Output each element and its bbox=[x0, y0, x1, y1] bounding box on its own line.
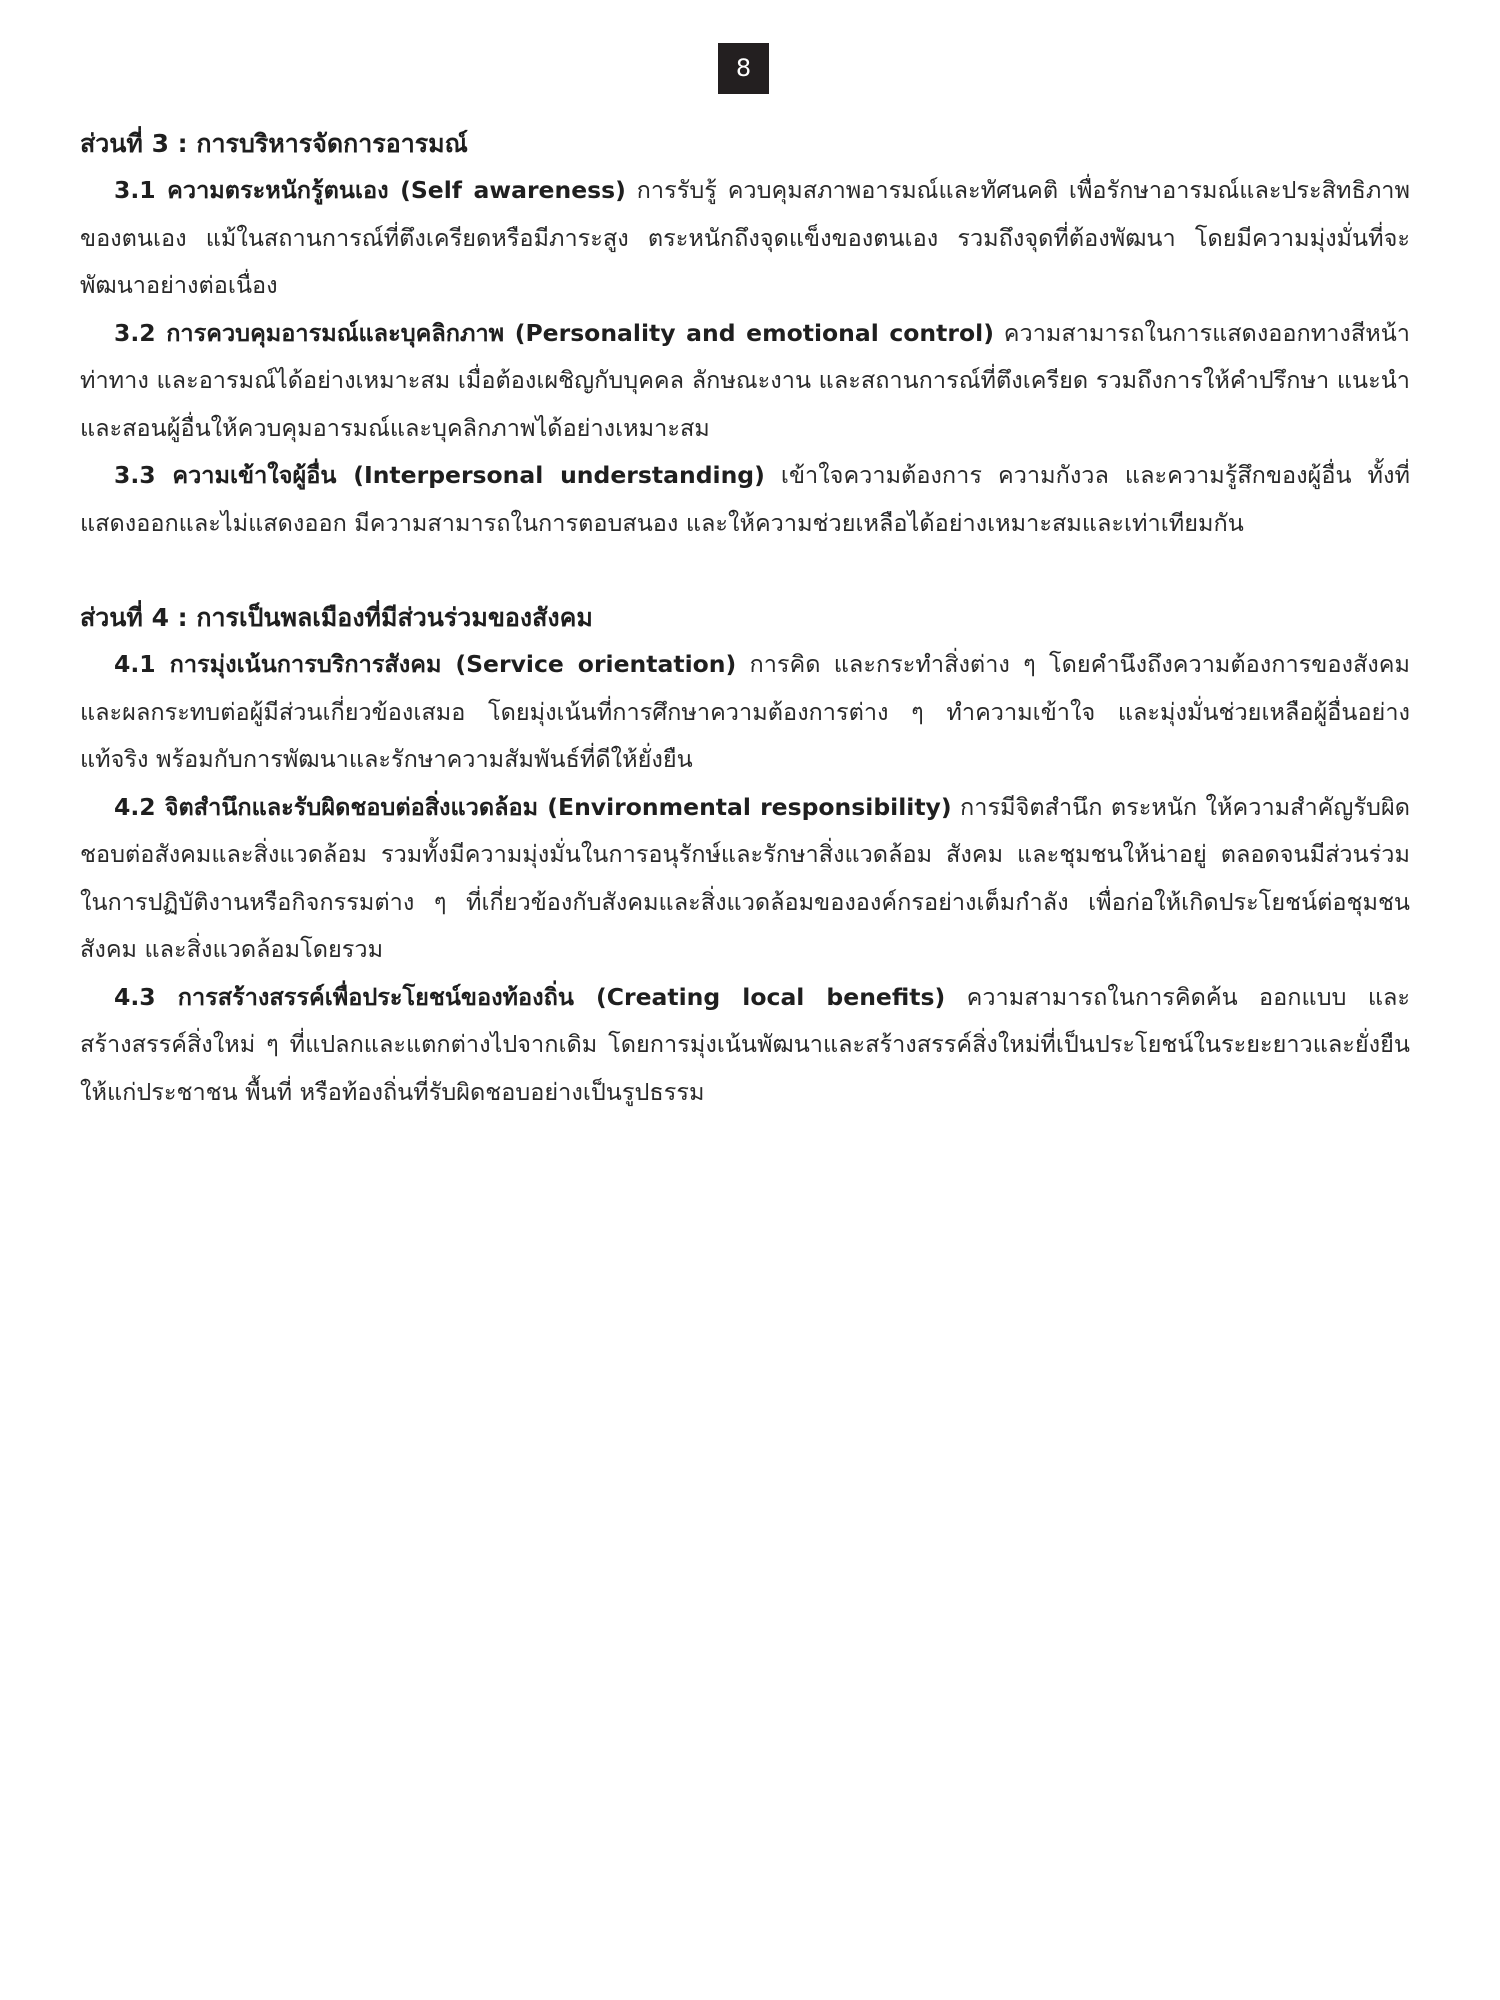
item-3-3 bbox=[80, 452, 1410, 547]
item-3-2 bbox=[80, 310, 1410, 453]
item-4-3-title: 4.3 การสร้างสรรค์เพื่อประโยชน์ของท้องถิ่น (Creating local benefits) bbox=[114, 982, 946, 1011]
section-4-heading: ส่วนที่ 4 : การเป็นพลเมืองที่มีส่วนร่วมของสังคม bbox=[80, 603, 593, 632]
item-4-1 bbox=[80, 641, 1410, 784]
document-body bbox=[80, 120, 1410, 1116]
section-3-heading: ส่วนที่ 3 : การบริหารจัดการอารมณ์ bbox=[80, 129, 468, 158]
item-3-3-title: 3.3 ความเข้าใจผู้อื่น (Interpersonal understanding) bbox=[114, 461, 765, 489]
item-4-2 bbox=[80, 784, 1410, 974]
page-number: 8 bbox=[718, 43, 769, 94]
item-4-1-text: การคิด และกระทำสิ่งต่าง ๆ โดยคำนึงถึงความต้องการของสังคมและผลกระทบต่อผู้มีส่วนเกี่ยวข้องเสมอ โดยมุ่งเน้นที่การศึกษาความต้องการต่าง ๆ ทำความเข้าใจ และมุ่งมั่นช่วยเหลือผู้อื่นอย่างแท้จริง พร้อมกับการพัฒนาและรักษาความสัมพันธ์ที่ดีให้ยั่งยืน bbox=[80, 650, 1410, 773]
item-3-1-title: 3.1 ความตระหนักรู้ตนเอง (Self awareness) bbox=[114, 176, 626, 204]
item-4-3-text: ความสามารถในการคิดค้น ออกแบบ และสร้างสรรค์สิ่งใหม่ ๆ ที่แปลกและแตกต่างไปจากเดิม โดยการมุ่งเน้นพัฒนาและสร้างสรรค์สิ่งใหม่ที่เป็นประโยชน์ในระยะยาวและยั่งยืนให้แก่ประชาชน พื้นที่ หรือท้องถิ่นที่รับผิดชอบอย่างเป็นรูปธรรม bbox=[80, 982, 1411, 1106]
item-3-3-text: เข้าใจความต้องการ ความกังวล และความรู้สึกของผู้อื่น ทั้งที่แสดงออกและไม่แสดงออก มีความสามารถในการตอบสนอง และให้ความช่วยเหลือได้อย่างเหมาะสมและเท่าเทียมกัน bbox=[80, 461, 1411, 537]
item-4-2-text: การมีจิตสำนึก ตระหนัก ให้ความสำคัญรับผิดชอบต่อสังคมและสิ่งแวดล้อม รวมทั้งมีความมุ่งมั่นในการอนุรักษ์และรักษาสิ่งแวดล้อม สังคม และชุมชนให้น่าอยู่ ตลอดจนมีส่วนร่วมในการปฏิบัติงานหรือกิจกรรมต่าง ๆ ที่เกี่ยวข้องกับสังคมและสิ่งแวดล้อมขององค์กรอย่างเต็มกำลัง เพื่อก่อให้เกิดประโยชน์ต่อชุมชน สังคม และสิ่งแวดล้อมโดยรวม bbox=[80, 792, 1410, 963]
section-spacer bbox=[80, 547, 1410, 594]
item-4-3 bbox=[80, 974, 1410, 1117]
item-4-2-title: 4.2 จิตสำนึกและรับผิดชอบต่อสิ่งแวดล้อม (Environmental responsibility) bbox=[114, 792, 952, 821]
item-3-2-text: ความสามารถในการแสดงออกทางสีหน้า ท่าทาง และอารมณ์ได้อย่างเหมาะสม เมื่อต้องเผชิญกับบุคคล ลักษณะงาน และสถานการณ์ที่ตึงเครียด รวมถึงการให้คำปรึกษา แนะนำ และสอนผู้อื่นให้ควบคุมอารมณ์และบุคลิกภาพได้อย่างเหมาะสม bbox=[80, 318, 1411, 442]
item-4-1-title: 4.1 การมุ่งเน้นการบริการสังคม (Service orientation) bbox=[114, 650, 737, 678]
item-3-2-title: 3.2 การควบคุมอารมณ์และบุคลิกภาพ (Personality and emotional control) bbox=[114, 318, 994, 347]
item-3-1 bbox=[80, 167, 1410, 310]
item-3-1-text: การรับรู้ ควบคุมสภาพอารมณ์และทัศนคติ เพื่อรักษาอารมณ์และประสิทธิภาพของตนเอง แม้ในสถานการณ์ที่ตึงเครียดหรือมีภาระสูง ตระหนักถึงจุดแข็งของตนเอง รวมถึงจุดที่ต้องพัฒนา โดยมีความมุ่งมั่นที่จะพัฒนาอย่างต่อเนื่อง bbox=[80, 176, 1410, 299]
